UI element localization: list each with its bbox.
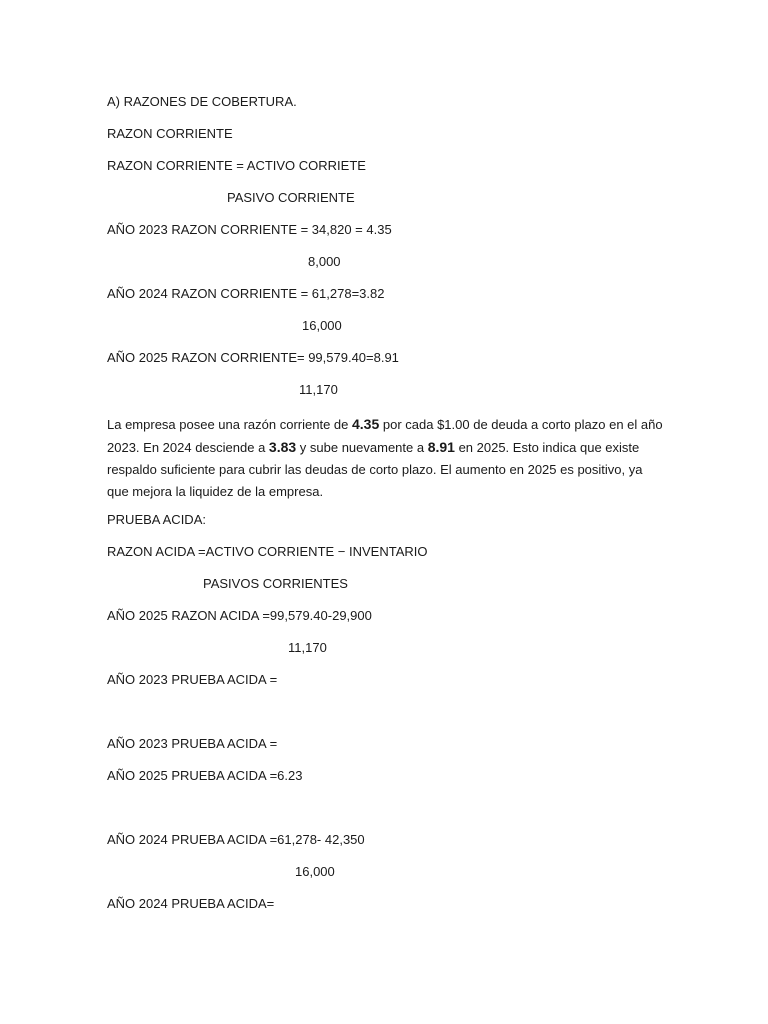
section-heading: A) RAZONES DE COBERTURA. bbox=[107, 94, 297, 109]
paragraph-text: por cada $1.00 de deuda a corto plazo en el año 2023. En 2024 desciende a bbox=[107, 417, 663, 455]
calc-2024-denominator: 16,000 bbox=[302, 318, 342, 333]
acid-formula-numerator: RAZON ACIDA =ACTIVO CORRIENTE − INVENTARIO bbox=[107, 544, 428, 559]
formula-denominator: PASIVO CORRIENTE bbox=[227, 190, 355, 205]
value-2024: 3.83 bbox=[268, 439, 297, 455]
calc-2023-denominator: 8,000 bbox=[308, 254, 341, 269]
acid-calc-2025: AÑO 2025 RAZON ACIDA =99,579.40-29,900 bbox=[107, 608, 372, 623]
acid-calc-2024-denominator: 16,000 bbox=[295, 864, 335, 879]
subheading-razon-corriente: RAZON CORRIENTE bbox=[107, 126, 233, 141]
acid-calc-2025-denominator: 11,170 bbox=[288, 640, 327, 655]
acid-2023-line: AÑO 2023 PRUEBA ACIDA = bbox=[107, 736, 278, 751]
acid-2025-result: AÑO 2025 PRUEBA ACIDA =6.23 bbox=[107, 768, 303, 783]
formula-numerator: RAZON CORRIENTE = ACTIVO CORRIETE bbox=[107, 158, 366, 173]
value-2025: 8.91 bbox=[427, 439, 455, 455]
calc-2025-denominator: 11,170 bbox=[299, 382, 338, 397]
acid-formula-denominator: PASIVOS CORRIENTES bbox=[203, 576, 348, 591]
paragraph-text: La empresa posee una razón corriente de bbox=[107, 417, 352, 432]
analysis-paragraph bbox=[107, 413, 667, 503]
calc-2025: AÑO 2025 RAZON CORRIENTE= 99,579.40=8.91 bbox=[107, 350, 399, 365]
calc-2024: AÑO 2024 RAZON CORRIENTE = 61,278=3.82 bbox=[107, 286, 385, 301]
acid-2024-result: AÑO 2024 PRUEBA ACIDA= bbox=[107, 896, 275, 911]
value-2023: 4.35 bbox=[352, 416, 380, 432]
paragraph-text: en 2025. Esto indica que existe respaldo suficiente para cubrir las deudas de corto plazo. El aumento en 2025 es positivo, ya que mejora la liquidez de la empresa. bbox=[107, 440, 643, 499]
acid-calc-2024: AÑO 2024 PRUEBA ACIDA =61,278- 42,350 bbox=[107, 832, 365, 847]
acid-2023-line: AÑO 2023 PRUEBA ACIDA = bbox=[107, 672, 278, 687]
paragraph-text: y sube nuevamente a bbox=[296, 440, 428, 455]
calc-2023: AÑO 2023 RAZON CORRIENTE = 34,820 = 4.35 bbox=[107, 222, 392, 237]
subheading-prueba-acida: PRUEBA ACIDA: bbox=[107, 512, 206, 527]
